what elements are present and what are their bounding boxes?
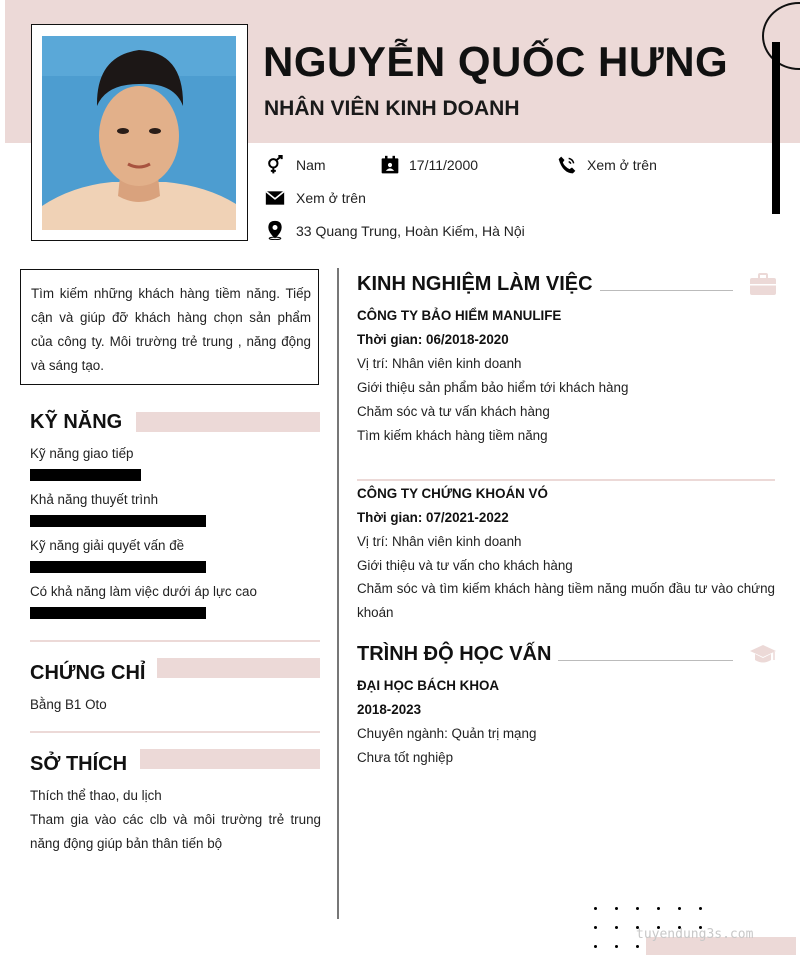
decor-dot: [699, 907, 702, 910]
gender-icon: [265, 155, 285, 175]
job-period: Thời gian: 07/2021-2022: [357, 510, 509, 525]
graduation-cap-icon: [750, 643, 776, 665]
certificate-item: Bằng B1 Oto: [30, 697, 107, 712]
email-icon: [265, 188, 285, 208]
job-task: Tìm kiếm khách hàng tiềm năng: [357, 428, 548, 443]
graduation-status: Chưa tốt nghiệp: [357, 750, 454, 765]
skill-label: Kỹ năng giao tiếp: [30, 446, 134, 461]
decor-dot: [594, 907, 597, 910]
decor-dot: [636, 945, 639, 948]
hobbies-title-bar: [140, 749, 320, 769]
major: Chuyên ngành: Quản trị mạng: [357, 726, 537, 741]
decor-dot: [615, 945, 618, 948]
study-years: 2018-2023: [357, 702, 422, 717]
decor-dot: [594, 926, 597, 929]
skills-title: KỸ NĂNG: [30, 411, 123, 433]
company-name: CÔNG TY CHỨNG KHOÁN VÓ: [357, 486, 548, 501]
company-name: CÔNG TY BẢO HIỂM MANULIFE: [357, 308, 562, 323]
skill-label: Có khả năng làm việc dưới áp lực cao: [30, 584, 257, 599]
school-name: ĐẠI HỌC BÁCH KHOA: [357, 678, 500, 693]
birthday-value: 17/11/2000: [409, 157, 479, 173]
phone-icon: [557, 155, 577, 175]
job-position: Vị trí: Nhân viên kinh doanh: [357, 356, 522, 371]
job-divider: [357, 479, 775, 481]
job-position: Vị trí: Nhân viên kinh doanh: [357, 534, 522, 549]
decor-dot: [615, 907, 618, 910]
certificates-title: CHỨNG CHỈ: [30, 662, 146, 684]
hobby-item: Thích thể thao, du lịch: [30, 788, 162, 803]
hobby-item: Tham gia vào các clb và môi trường trẻ trung năng động giúp bản thân tiến bộ: [30, 812, 321, 851]
experience-title-line: [600, 290, 733, 291]
experience-title: KINH NGHIỆM LÀM VIỆC: [357, 273, 593, 295]
location-pin-icon: [265, 220, 285, 240]
address-value: 33 Quang Trung, Hoàn Kiếm, Hà Nội: [296, 223, 525, 239]
section-divider: [30, 640, 320, 642]
decor-dot: [615, 926, 618, 929]
vertical-bar-decoration: [772, 42, 780, 214]
calendar-icon: [380, 155, 400, 175]
skill-level-bar: [30, 515, 206, 527]
education-title: TRÌNH ĐỘ HỌC VẤN: [357, 643, 552, 665]
decor-dot: [657, 907, 660, 910]
avatar: [42, 36, 236, 230]
decor-dot: [678, 907, 681, 910]
section-divider: [30, 731, 320, 733]
skill-level-bar: [30, 561, 206, 573]
decor-dot: [636, 907, 639, 910]
education-title-line: [558, 660, 733, 661]
career-objective: Tìm kiếm những khách hàng tiềm năng. Tiếp cận và giúp đỡ khách hàng chọn sản phẩm của công ty. Môi trường trẻ trung , năng động và sáng tạo.: [31, 286, 311, 373]
watermark: tuyendung3s.com: [636, 927, 754, 942]
gender-value: Nam: [296, 157, 326, 173]
skill-level-bar: [30, 607, 206, 619]
decor-dot: [594, 945, 597, 948]
email-value: Xem ở trên: [296, 190, 366, 206]
column-separator: [337, 268, 339, 919]
phone-value: Xem ở trên: [587, 157, 657, 173]
job-task: Chăm sóc và tư vấn khách hàng: [357, 404, 550, 419]
job-period: Thời gian: 06/2018-2020: [357, 332, 509, 347]
briefcase-icon: [750, 273, 776, 295]
full-name: NGUYỄN QUỐC HƯNG: [263, 38, 729, 85]
job-task: Giới thiệu sản phẩm bảo hiểm tới khách hàng: [357, 380, 629, 395]
skill-label: Kỹ năng giải quyết vấn đề: [30, 538, 185, 553]
hobbies-title: SỞ THÍCH: [30, 753, 128, 775]
skill-label: Khả năng thuyết trình: [30, 492, 159, 507]
job-title: NHÂN VIÊN KINH DOANH: [264, 97, 520, 120]
skills-title-bar: [136, 412, 320, 432]
skill-level-bar: [30, 469, 141, 481]
job-task: Chăm sóc và tìm kiếm khách hàng tiềm năng muốn đầu tư vào chứng khoán: [357, 581, 775, 620]
certificates-title-bar: [157, 658, 320, 678]
job-task: Giới thiệu và tư vấn cho khách hàng: [357, 558, 573, 573]
